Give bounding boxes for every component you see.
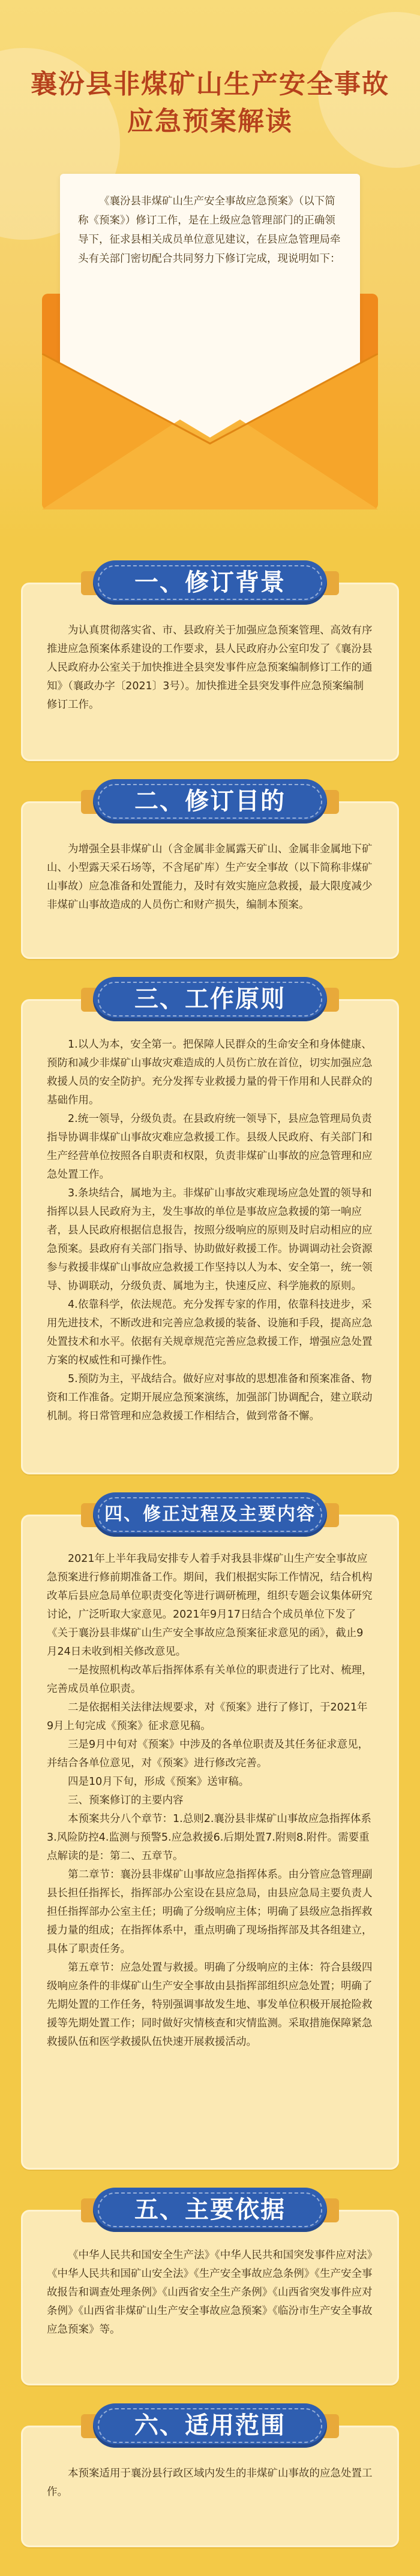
process-paragraph: 本预案共分八个章节：1.总则2.襄汾县非煤矿山事故应急指挥体系3.风险防控4.监测与预警5.应急救援6.后期处置7.附则8.附件。需要重点解读的是：第二、五章节。 [47,1813,371,1862]
principle-paragraph: 1.以人为本，安全第一。把保障人民群众的生命安全和身体健康、预防和减少非煤矿山事故灾难造成的人员伤亡放在首位，切实加强应急救援人员的安全防护。充分发挥专业救援力量的骨干作用和人民群众的基础作用。 [47,1039,373,1106]
section-heading-banner [93,779,327,824]
section-basis [21,2188,399,2385]
process-paragraph: 2021年上半年我局安排专人着手对我县非煤矿山生产安全事故应急预案进行修前期准备工作。期间，我们根据实际工作情况，结合机构改革后县应急局单位职责变化等进行调研梳理，组织专题会议集体研究讨论，广泛听取大家意见。2021年9月17日结合个成员单位下发了《关于襄汾县非煤矿山生产安全事故应急预案征求意见的函》，截止9月24日未收到相关修改意见。 [47,1553,373,1658]
section-card [21,1515,399,2170]
page-title-line1: 襄汾县非煤矿山生产安全事故 [31,69,389,99]
section-principles [21,977,399,1474]
section-card [21,583,399,761]
section-heading-banner [93,2403,327,2448]
section-card [21,801,399,959]
section-background [21,560,399,761]
section-heading: 四、修正过程及主要内容 [104,1504,316,1525]
process-paragraph: 二是依据相关法律法规要求，对《预案》进行了修订，于2021年9月上旬完成《预案》征求意见稿。 [47,1702,368,1732]
principle-paragraph: 2.统一领导，分级负责。在县政府统一领导下，县应急管理局负责指导协调非煤矿山事故灾难应急救援工作。县级人民政府、有关部门和生产经营单位按照各自职责和权限，负责非煤矿山事故的应急管理和应急处置工作。 [47,1113,373,1181]
section-scope [21,2403,399,2547]
process-paragraph: 第五章节：应急处置与救援。明确了分级响应的主体：符合县级四级响应条件的非煤矿山生产安全事故由县指挥部组织应急处置；明确了先期处置的工作任务，特别强调事故发生地、事发单位积极开展抢险救援等先期处置工作；同时做好灾情核查和灾情监测。采取措施保障紧急救援队伍和医学救援队伍快速开展救援活动。 [47,1962,373,2048]
section-paragraph: 为增强全县非煤矿山（含金属非金属露天矿山、金属非金属地下矿山、小型露天采石场等，不含尾矿库）生产安全事故（以下简称非煤矿山事故）应急准备和处置能力，及时有效实施应急救援，最大限度减少非煤矿山事故造成的人员伤亡和财产损失，编制本预案。 [47,843,373,911]
page-title-line2: 应急预案解读 [127,106,293,137]
process-subheading: 三、预案修订的主要内容 [68,1794,184,1806]
section-heading-banner [93,977,327,1021]
section-process [21,1492,399,2170]
section-heading-banner [93,1492,327,1537]
section-heading-banner [93,2188,327,2232]
process-paragraph: 第二章节：襄汾县非煤矿山事故应急指挥体系。由分管应急管理副县长担任指挥长，指挥部办公室设在县应急局，由县应急局主要负责人担任指挥部办公室主任；明确了分级响应主体；明确了县级应急指挥救援力量的组成；在指挥体系中，重点明确了现场指挥部及其各组建立，具体了职责任务。 [47,1869,373,1955]
process-paragraph: 一是按照机构改革后指挥体系有关单位的职责进行了比对、梳理，完善成员单位职责。 [47,1664,373,1695]
section-heading: 五、主要依据 [134,2196,286,2224]
envelope-front-icon [42,354,378,509]
section-paragraph: 为认真贯彻落实省、市、县政府关于加强应急预案管理、高效有序推进应急预案体系建设的工作要求，县人民政府办公室印发了《襄汾县人民政府办公室关于加快推进全县突发事件应急预案编制修订工作的通知》（襄政办字〔2021〕3号）。加快推进全县突发事件应急预案编制修订工作。 [47,625,373,711]
section-card [21,999,399,1474]
section-heading: 六、适用范围 [134,2412,286,2439]
principle-paragraph: 5.预防为主，平战结合。做好应对事故的思想准备和预案准备、物资和工作准备。定期开展应急预案演练，加强部门协调配合，建立联动机制。将日常管理和应急救援工作相结合，做到常备不懈。 [47,1373,373,1422]
section-card [21,2210,399,2385]
process-paragraph: 四是10月下旬，形成《预案》送审稿。 [68,1776,250,1788]
section-heading: 三、工作原则 [134,985,286,1013]
section-purpose [21,779,399,959]
section-paragraph: 本预案适用于襄汾县行政区域内发生的非煤矿山事故的应急处置工作。 [47,2468,373,2498]
principle-paragraph: 4.依靠科学，依法规范。充分发挥专家的作用，依靠科技进步，采用先进技术，不断改进和完善应急救援的装备、设施和手段，提高应急处置技术和水平。依据有关规章规范完善应急救援工作，增强应急处置方案的权威性和可操作性。 [47,1299,373,1367]
section-heading: 一、修订背景 [134,569,286,596]
intro-envelope [42,174,378,509]
principle-paragraph: 3.条块结合，属地为主。非煤矿山事故灾难现场应急处置的领导和指挥以县人民政府为主，发生事故的单位是事故应急救援的第一响应者，县人民政府根据信息报告，按照分级响应的原则及时启动相应的应急预案。县政府有关部门指导、协助做好救援工作。协调调动社会资源参与救援非煤矿山事故应急救援工作坚持以人为本、安全第一，统一领导、协调联动，分级负责、属地为主，快速反应、科学施救的原则。 [47,1187,373,1292]
section-heading-banner [93,560,327,605]
intro-text: 《襄汾县非煤矿山生产安全事故应急预案》（以下简称《预案》）修订工作，是在上级应急管理部门的正确领导下，征求县相关成员单位意见建议，在县应急管理局牵头有关部门密切配合共同努力下修订完成，现说明如下： [78,195,341,265]
section-heading: 二、修订目的 [134,788,286,815]
process-paragraph: 三是9月中旬对《预案》中涉及的各单位职责及其任务征求意见，并结合各单位意见，对《预案》进行修改完善。 [47,1739,369,1769]
section-paragraph: 《中华人民共和国安全生产法》《中华人民共和国突发事件应对法》《中华人民共和国矿山安全法》《生产安全事故应急条例》《生产安全事故报告和调查处理条例》《山西省安全生产条例》《山西省突发事件应对条例》《山西省非煤矿山生产安全事故应急预案》《临汾市生产安全事故应急预案》等。 [47,2249,373,2336]
page-title [0,66,420,140]
